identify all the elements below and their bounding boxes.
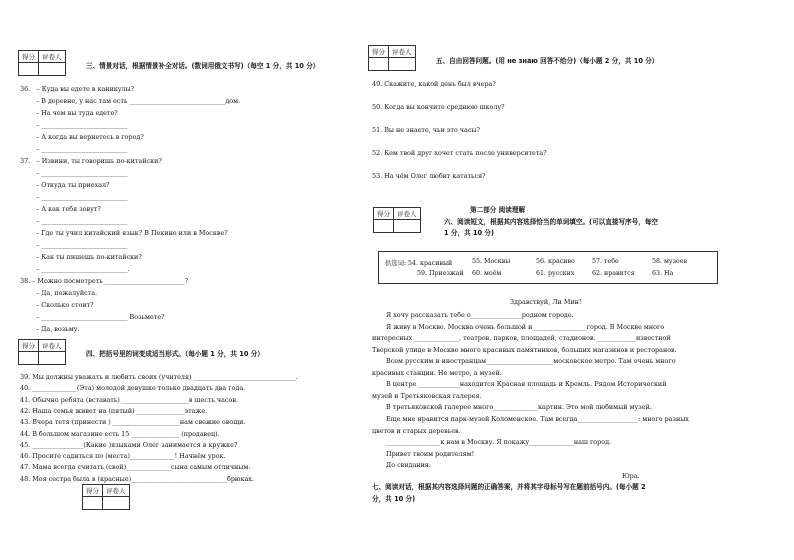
dialogue-line: 37. – Извини, ты говоришь по-китайски? bbox=[20, 157, 162, 165]
exercise-item: 40. ______________(Эта) молодой девушке только двадцать два года. bbox=[20, 384, 246, 393]
dialogue-line: – ___________________________ bbox=[36, 241, 128, 249]
exercise-item: 41. Обычно ребята (вставать) _____________________в шесть часов. bbox=[20, 395, 238, 404]
letter-line: Я хочу рассказать тебе о________________родном городе. bbox=[386, 311, 574, 319]
letter-line: До свидания. bbox=[386, 461, 431, 470]
question-item: 49. Скажите, какой день был вчера? bbox=[372, 80, 496, 88]
dialogue-line: – ___________________________ bbox=[36, 145, 128, 153]
letter-line: В третьяковской галерее много______________картин. Это мой любимый музей. bbox=[386, 403, 652, 412]
word-choice-60: 60. моём bbox=[472, 270, 502, 277]
dialogue-line: – В деревне, у нас там есть ______________________________дом. bbox=[36, 97, 241, 105]
dialogue-line: – На чем вы туда едете? bbox=[36, 109, 118, 117]
letter-signature: Юра. bbox=[622, 472, 640, 480]
word-choice-62: 62. нравится bbox=[592, 270, 635, 277]
word-choice-box bbox=[378, 251, 718, 284]
dialogue-line: – Да, пожалуйста. bbox=[36, 289, 98, 297]
dialogue-line: – ___________________________ bbox=[36, 217, 128, 225]
exercise-item: 42. Наша семья живет на (пятый) _______________этаже. bbox=[20, 406, 208, 415]
dialogue-line: – Откуда ты приехал? bbox=[36, 181, 110, 189]
dialogue-line: – ___________________________ bbox=[36, 169, 128, 177]
dialogue-line: – А когда вы вернетесь в город? bbox=[36, 133, 144, 141]
exercise-item: 43. Вчера тетя (принести ) _____________________нам свежие овощи. bbox=[20, 418, 246, 427]
word-choice-56: 56. красиво bbox=[536, 258, 575, 265]
word-choice-63: 63. На bbox=[652, 270, 674, 277]
letter-line: _________________к нам в Москву. Я покажу______________наш город. bbox=[386, 438, 612, 447]
letter-line: цветов и старых деревьев. bbox=[372, 426, 461, 435]
letter-line: Тверской улице в Москве много красивых памятников, больших магазинов и ресторанов. bbox=[372, 345, 677, 354]
score-table-1 bbox=[18, 50, 66, 76]
word-choice-58: 58. музеев bbox=[652, 258, 688, 265]
word-choice-54: 供选词: 54. красивый bbox=[385, 260, 453, 267]
letter-greeting: Здравствуй, Ли Мин! bbox=[510, 298, 582, 306]
letter-line: Я живу в Москве. Москва очень большой и_________________город. В Москве много bbox=[386, 322, 665, 331]
letter-line: В центре _____________находится Красная площадь и Кремль. Рядом Исторический bbox=[386, 380, 667, 389]
score-label: 得分 bbox=[374, 208, 394, 220]
section-5-title: 五、自由回答问题。(用 не знаю 回答不给分)（每小题 2 分，共 10 分） bbox=[436, 57, 659, 65]
dialogue-line: – Как ты пишешь по-китайски? bbox=[36, 253, 142, 261]
score-table-2 bbox=[18, 339, 66, 365]
letter-line: Всем русским и иностранцам_____________________московское метро. Там очень много bbox=[386, 357, 676, 366]
section-7-title-line-1: 七、阅读对话，根据其内容选择问题的正确答案，并将其字母标号写在题前括号内。(每小题 2 bbox=[372, 483, 646, 491]
dialogue-line: 36. – Куда вы едете в каникулы? bbox=[20, 85, 135, 93]
score-table-3 bbox=[82, 484, 130, 510]
score-label: 得分 bbox=[19, 340, 39, 352]
exercise-item: 47. Мама всегда считать (свой)______________сына самым отличным. bbox=[20, 463, 251, 472]
letter-line: Привет твоим родителям! bbox=[386, 449, 475, 458]
question-item: 50. Когда вы кончите среднюю школу? bbox=[372, 103, 505, 111]
grader-label: 评卷人 bbox=[103, 485, 130, 497]
section-6-title-line-1: 六、阅读短文，根据其内容选择恰当的单词填空。(可以直接写序号，每空 bbox=[444, 218, 659, 226]
dialogue-line: – Где ты учил китайский язык? В Пекине или в Москве? bbox=[36, 229, 228, 237]
question-item: 52. Кем твой друг хочет стать после университета? bbox=[372, 149, 547, 157]
word-choice-61: 61. русских bbox=[536, 270, 575, 277]
grader-label: 评卷人 bbox=[39, 51, 66, 63]
grader-label: 评卷人 bbox=[394, 208, 421, 220]
word-choice-55: 55. Москвы bbox=[472, 258, 511, 265]
exercise-item: 44. В большом магазине есть 15 _______________ (продавец). bbox=[20, 429, 220, 438]
dialogue-line: – ___________________________. bbox=[36, 265, 130, 273]
exercise-item: 45. ________________(Какие )языками Олег занимается в кружке? bbox=[20, 440, 238, 449]
dialogue-line: 38. – Можно посмотреть _________________________? bbox=[20, 277, 189, 285]
score-label: 得分 bbox=[369, 46, 389, 58]
letter-line: красивых станции. Не метро, а музей. bbox=[372, 368, 502, 377]
dialogue-line: – Да, возьму. bbox=[36, 325, 80, 333]
score-label: 得分 bbox=[19, 51, 39, 63]
letter-line: интересных ______________, театров, парков, площадей, стадионов. ____________известной bbox=[372, 334, 671, 343]
word-choice-59: 59. Приезжай bbox=[417, 270, 464, 277]
exercise-item: 39. Мы должны уважать и любить своих (учителя) ________________________________. bbox=[20, 373, 298, 381]
section-3-title: 三、情景对话，根据情景补全对话。(数词用俄文书写)（每空 1 分，共 10 分） bbox=[86, 62, 320, 70]
question-item: 53. На чём Олег любит кататься? bbox=[372, 172, 486, 180]
section-7-title-line-2: 分，共 10 分) bbox=[372, 495, 416, 503]
letter-line: музей и Третьяковская галерея. bbox=[372, 391, 482, 400]
section-4-title: 四、把括号里的词变成适当形式。（每小题 1 分，共 10 分） bbox=[86, 350, 264, 358]
dialogue-line: – Сколько стоит? bbox=[36, 301, 94, 309]
part-2-title: 第二部分 阅读理解 bbox=[470, 206, 526, 214]
dialogue-line: – ___________________________ Возьмете? bbox=[36, 313, 165, 321]
section-6-title-line-2: 1 分，共 10 分) bbox=[444, 229, 495, 237]
dialogue-line: – А как тебя зовут? bbox=[36, 205, 101, 213]
exercise-item: 48. Моя сестра была в (красные)______________________________брюках. bbox=[20, 474, 254, 483]
question-item: 51. Вы не знаете, чьи это часы? bbox=[372, 126, 480, 134]
exercise-item: 46. Просите садиться по (места)______________! Начнём урок. bbox=[20, 452, 226, 461]
grader-label: 评卷人 bbox=[389, 46, 416, 58]
score-label: 得分 bbox=[83, 485, 103, 497]
letter-line: Еще мне нравится парк-музей Коломенское. Там всегда___________________: много разных bbox=[386, 414, 689, 423]
word-choice-57: 57. тебе bbox=[592, 258, 619, 265]
grader-label: 评卷人 bbox=[39, 340, 66, 352]
score-table-4 bbox=[368, 45, 416, 71]
score-table-5 bbox=[373, 207, 421, 233]
dialogue-line: – ___________________________ bbox=[36, 121, 128, 129]
dialogue-line: – ___________________________ bbox=[36, 193, 128, 201]
